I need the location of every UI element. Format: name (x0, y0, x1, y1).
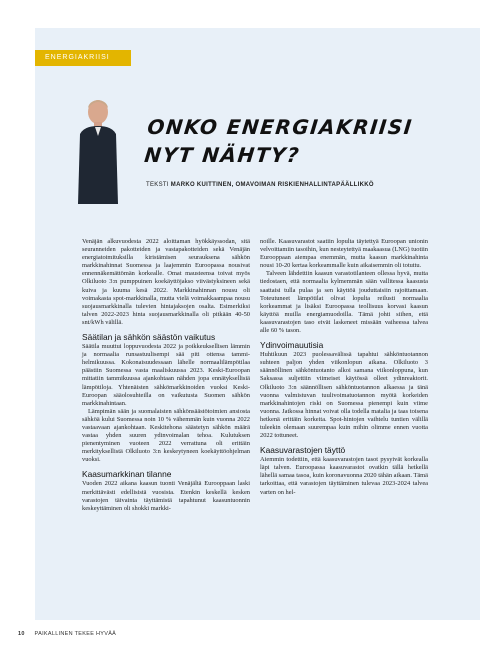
subheading-weather: Säätilan ja sähkön säästön vaikutus (82, 332, 216, 343)
body-paragraph: noille. Kaasuvarastot saatiin lopulta täytettyä Euroopan unionin velvoittamiin tasoihin, kun nesteytettyä maakaasua (LNG) tuotiin Eurooppaan aiempaa enemmän, mutta kaasun markkinahinta nousi 10-20 kertaa korkeammalle kuin aikaisemmin oli totuttu. (260, 238, 428, 270)
subheading-gas-storage: Kaasuvarastojen täyttö (260, 445, 346, 456)
body-paragraph: Huhtikuun 2023 puolessavälissä tapahtui sähköntuotannon suhteen paljon yhden viikonlopun aikana. Olkiluoto 3 säännöllinen sähköntuotanto alkoi samana viikonloppuna, kun Saksassa suljettiin viimeiset käytössä olleet ydinreaktorit. Olkiluoto 3:n säännöllisen sähköntuotannon alkaessa ja tänä vuonna valmistuvan tuulivoimatuotannon myötä korkeiden markkinahintojen riski on Suomessa pienempi kuin viime vuonna. Jatkossa hinnat voivat olla todella matalia ja taas toisena hetkenä erittäin korkeita. Spot-hintojen vaihtelu tuntien välillä tuleekin olemaan suurempaa kuin mihin olimme ennen vuotta 2022 tottuneet. (260, 351, 428, 440)
author-photo (74, 92, 122, 204)
byline (146, 182, 446, 188)
byline-author: MARKO KUITTINEN, OMAVOIMAN RISKIENHALLINTAPÄÄLLIKKÖ (170, 182, 374, 188)
article-column-right (260, 238, 428, 497)
subheading-nuclear-news: Ydinvoimauutisia (260, 340, 324, 351)
publication-name: PAIKALLINEN TEKEE HYVÄÄ (34, 631, 117, 637)
intro-paragraph: Venäjän alkuvuodesta 2022 aloittaman hyökkäyssodan, sitä seuranneiden pakotteiden ja vastapakotteiden sekä Venäjän energiatoimituksilla kiristämisen seurauksena sähkön markkinahinnat Suomessa ja laajemmin Euroopassa nousivat ennennäkemättömän korkealle. Omat mausteensa toivat myös Olkiluoto 3:n pumppuinen koekäyttöjakso viivästyksineen sekä kuiva ja kuuma kesä 2022. Markkinahinnan nousu oli voimakasta spot-markkinalla, mutta vielä voimakkaampaa nousu suojausmarkkinalla tulevien hintajaksojen osalta. Esimerkiksi talven 2022-2023 hinta suojausmarkkinalla oli pitkään 40-50 snt/kWh välillä. (82, 238, 250, 326)
headline (143, 113, 449, 169)
headline-line-2: NYT NÄHTY? (143, 143, 302, 167)
body-paragraph: Säätila muuttui loppuvuodesta 2022 ja poikkeuksellisen lämmin ja normaalia runsastuulisempi sää piti ottensa tammi-helmikuussa. Kokonaisuudessaan lähelle normaalilämpötilaa päästiin Suomessa vasta maaliskuussa 2023. Keski-Euroopan mittatiin tammikuussa ajankohtaan nähden jopa ennätyksellisiä lämpötiloja. Yhtenäisten sähkömarkkinoiden vuoksi Keski-Euroopan sääolosuhteilla on vaikutusta Suomen sähkön markkinahintaan. (82, 343, 250, 407)
page-number: 10 (18, 631, 25, 637)
section-tag: ENERGIAKRIISI (35, 50, 131, 66)
body-paragraph: Vuoden 2022 aikana kaasun tuonti Venäjältä Eurooppaan laski merkittävästi edellisistä vuosista. Etenkin keskellä kesken varastojen täivainta täyttämistä tapahtunut kaasuntuonnin keskeyttäminen oli shokki markki- (82, 480, 250, 512)
headline-line-1: ONKO ENERGIAKRIISI (146, 115, 415, 139)
body-paragraph: Lämpimän sään ja suomalaisten sähkönsäästötoimien ansiosta sähköä kului Suomessa noin 10 % vähemmän kuin vuonna 2022 vastaavaan ajankohtaan. Keskitehona säästetyn sähkön määrä vastaa yhden suuren ydinvoimalan tehoa. Kulutuksen pienentyminen vuoteen 2022 verrattuna oli erittäin merkityksellistä Olkiluoto 3:n keskeytyneen koekäyttöohjelman vuoksi. (82, 407, 250, 464)
subheading-gas-market: Kaasumarkkinan tilanne (82, 469, 172, 480)
body-paragraph: Aiemmin todettiin, että kaasuvarastojen tasot pysyivät korkealla läpi talven. Euroopassa kaasuvarastot ovatkin tällä hetkellä lähellä samaa tasoa, kuin koronavuonna 2020 tähän aikaan. Tämä tarkoittaa, että varastojen täyttäminen tulevaa 2023-2024 talvea varten on hel- (260, 456, 428, 496)
byline-prefix: TEKSTI (146, 182, 169, 188)
body-paragraph: Talveen lähdettiin kaasun varastotilanteen ollessa hyvä, mutta tiedostaen, että normaalia kylmemmän sään vallitessa kaasusta saattaisi tulla pulaa ja sen käyttöä jouduttaisiin rajoittamaan. Toteutuneet lämpötilat olivat lopulta reilusti normaalia korkeammat ja lisäksi Euroopassa teollisuus korvasi kaasun käyttöä muilla energiamuodoilla. Tämä johti siihen, että kaasuvarastojen taso eivät laskeneet missään vaiheessa talvea alle 60 % tason. (260, 270, 428, 335)
article-column-left (82, 238, 250, 513)
page-footer (18, 631, 116, 637)
